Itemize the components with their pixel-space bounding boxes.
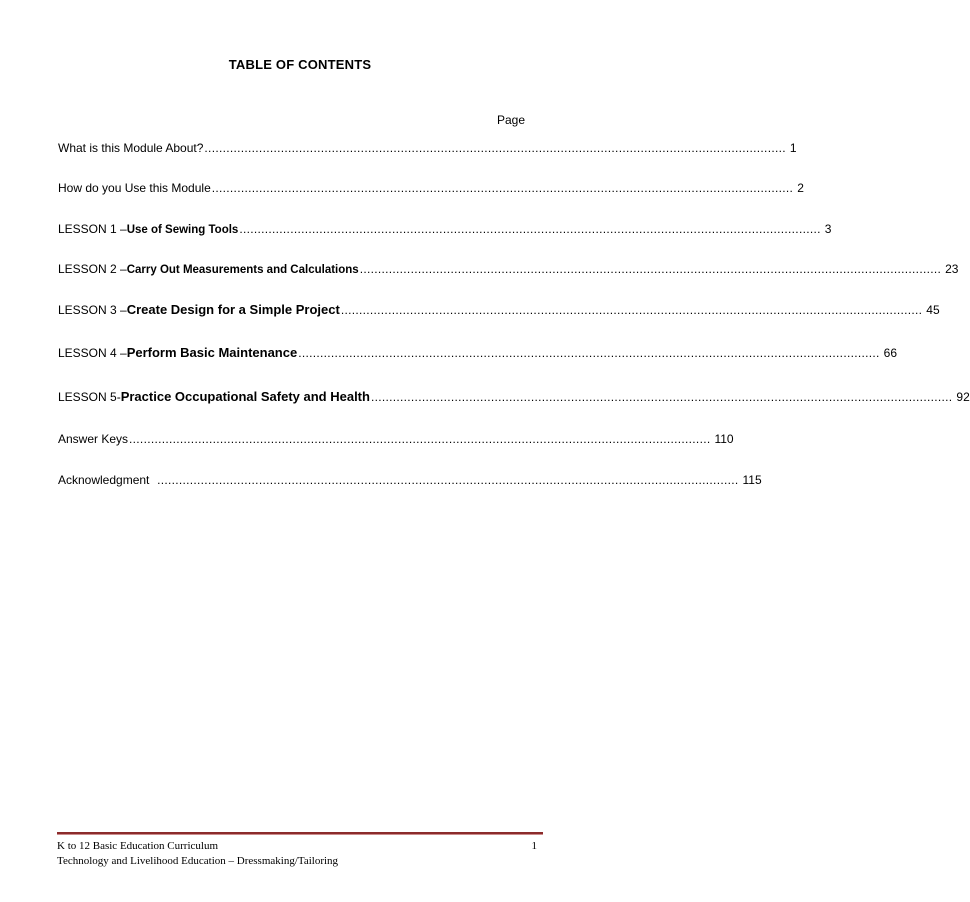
toc-entry-label: What is this Module About?	[58, 141, 204, 155]
page-column-label: Page	[497, 113, 526, 127]
toc-entry-label: Answer Keys	[58, 432, 129, 446]
toc-page-number: 66	[883, 346, 898, 360]
toc-entry-lesson-3[interactable]	[58, 302, 940, 317]
footer-line-1	[57, 840, 543, 852]
toc-page-number: 92	[956, 390, 970, 404]
footer-subject: Technology and Livelihood Education – Dressmaking/Tailoring	[57, 855, 339, 867]
toc-leader-dots: ................................................................................................................................................................	[157, 473, 739, 487]
footer-curriculum: K to 12 Basic Education Curriculum	[57, 840, 218, 852]
toc-page-number: 23	[945, 262, 959, 276]
toc-entry-label: How do you Use this Module	[58, 181, 211, 195]
toc-entry-answer-keys[interactable]	[58, 432, 734, 446]
toc-entry-label: LESSON 2 –	[58, 262, 127, 276]
toc-entry-title: Perform Basic Maintenance	[126, 345, 298, 360]
toc-page-number: 45	[926, 303, 940, 317]
toc-leader-dots: ................................................................................................................................................................	[211, 181, 794, 195]
toc-entry-label: LESSON 4 –	[58, 346, 127, 360]
toc-leader-dots: ................................................................................................................................................................	[359, 262, 942, 276]
toc-entry-title: Use of Sewing Tools	[126, 224, 239, 236]
toc-page-number: 115	[742, 473, 762, 487]
toc-entry-label: LESSON 5-	[58, 390, 121, 404]
page-title: TABLE OF CONTENTS	[228, 57, 372, 72]
footer-page-number: 1	[531, 840, 537, 852]
toc-leader-dots: ................................................................................................................................................................	[239, 222, 821, 236]
toc-leader-dots: ................................................................................................................................................................	[298, 346, 880, 360]
toc-entry-how-to-use[interactable]	[58, 181, 804, 195]
toc-leader-dots: ................................................................................................................................................................	[340, 303, 923, 317]
toc-entry-lesson-5[interactable]	[58, 389, 970, 404]
toc-entry-title: Practice Occupational Safety and Health	[120, 389, 370, 404]
toc-entry-label: LESSON 1 –	[58, 222, 127, 236]
toc-page-number: 2	[797, 181, 804, 195]
footer-line-2	[57, 855, 543, 867]
toc-leader-dots: ................................................................................................................................................................	[129, 432, 711, 446]
footer-divider	[57, 832, 543, 835]
toc-entry-lesson-2[interactable]	[58, 262, 959, 276]
toc-page-number: 3	[824, 222, 832, 236]
toc-entry-title: Carry Out Measurements and Calculations	[126, 264, 359, 276]
toc-entry-lesson-4[interactable]	[58, 345, 898, 360]
toc-leader-dots: ................................................................................................................................................................	[204, 141, 786, 155]
toc-entry-label: Acknowledgment	[58, 473, 157, 487]
toc-leader-dots: ................................................................................................................................................................	[370, 390, 953, 404]
toc-page-number: 1	[789, 141, 797, 155]
toc-entry-title: Create Design for a Simple Project	[126, 302, 340, 317]
toc-entry-acknowledgment[interactable]	[58, 473, 762, 487]
toc-entry-module-about[interactable]	[58, 141, 797, 155]
toc-entry-label: LESSON 3 –	[58, 303, 127, 317]
toc-page-number: 110	[714, 432, 734, 446]
toc-entry-lesson-1[interactable]	[58, 222, 832, 236]
